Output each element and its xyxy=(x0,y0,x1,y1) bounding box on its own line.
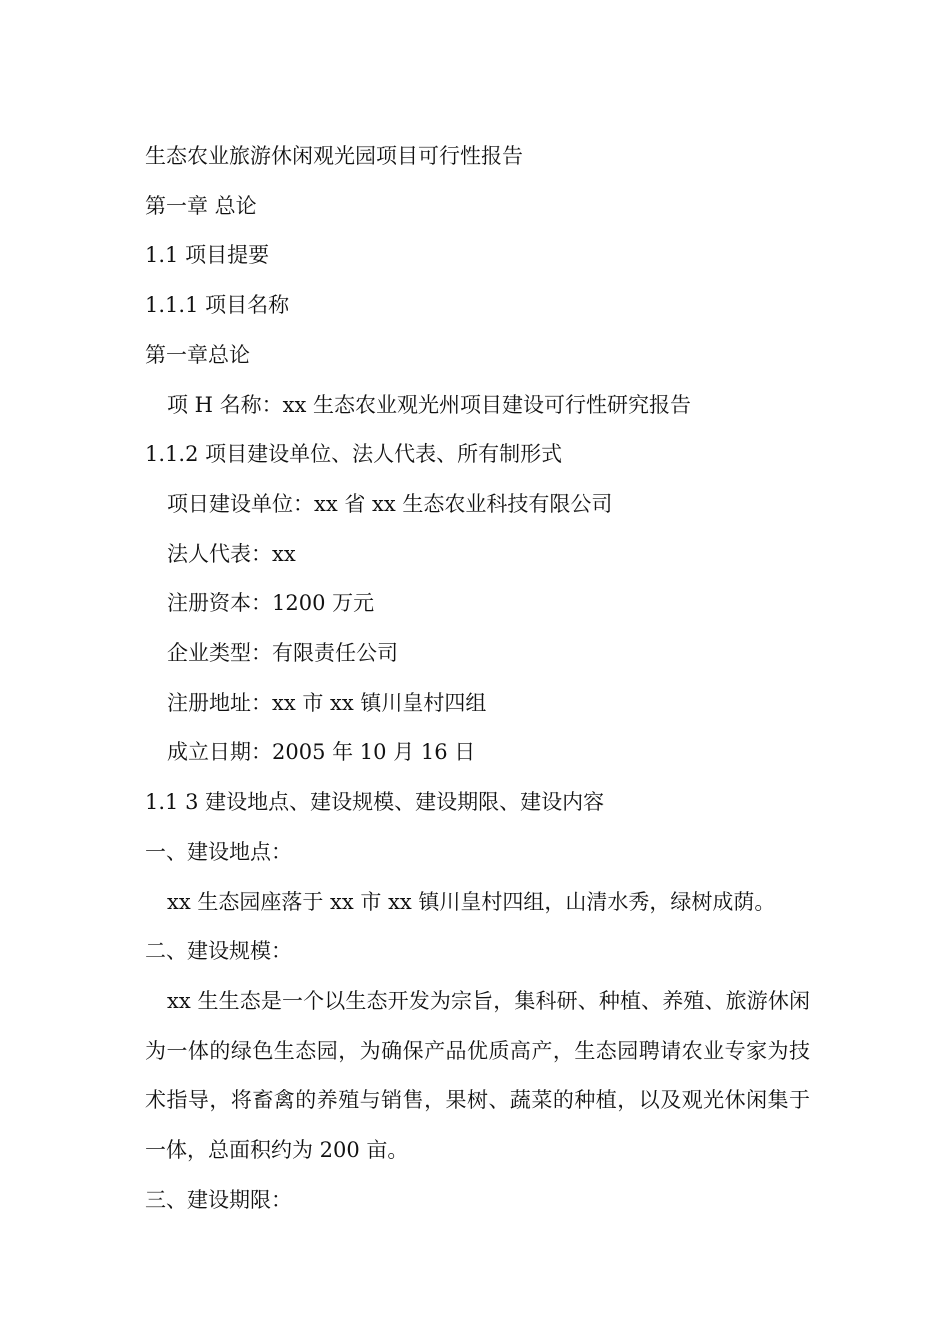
section-heading-1-1: 1.1 项目提要 xyxy=(145,243,270,268)
document-body xyxy=(145,132,810,1225)
section-heading-1-1-3: 1.1 3 建设地点、建设规模、建设期限、建设内容 xyxy=(145,790,605,815)
location-heading: 一、建设地点： xyxy=(145,839,292,864)
construction-unit-line: 项日建设单位：xx 省 xx 生态农业科技有限公司 xyxy=(167,491,613,516)
document-title: 生态农业旅游休闲观光园项目可行性报告 xyxy=(145,144,523,168)
section-heading-1-1-2: 1.1.2 项目建设单位、法人代表、所有制形式 xyxy=(145,442,563,467)
scale-heading: 二、建设规模： xyxy=(145,939,292,964)
location-text: xx 生态园座落于 xx 市 xx 镇川皇村四组，山清水秀，绿树成荫。 xyxy=(167,889,776,914)
project-name-line: 项 H 名称：xx 生态农业观光州项目建设可行性研究报告 xyxy=(167,392,692,417)
company-type-line: 企业类型：有限责任公司 xyxy=(167,641,398,666)
chapter-heading-repeat: 第一章总论 xyxy=(145,342,250,367)
founded-date-line: 成立日期：2005 年 10 月 16 日 xyxy=(167,740,476,765)
scale-paragraph: xx 生生态是一个以生态开发为宗旨，集科研、种植、养殖、旅游休闲为一体的绿色生态园，为确保产品优质高产，生态园聘请农业专家为技术指导，将畜禽的养殖与销售，果树、蔬菜的种植，以及观光休闲集于一体，总面积约为 200 亩。 xyxy=(145,988,810,1163)
chapter-heading: 第一章 总论 xyxy=(145,193,257,218)
registered-address-line: 注册地址：xx 市 xx 镇川皇村四组 xyxy=(167,690,487,715)
registered-capital-line: 注册资本：1200 万元 xyxy=(167,591,375,616)
period-heading: 三、建设期限： xyxy=(145,1187,292,1212)
section-heading-1-1-1: 1.1.1 项目名称 xyxy=(145,293,290,318)
legal-representative-line: 法人代表：xx xyxy=(167,541,296,566)
